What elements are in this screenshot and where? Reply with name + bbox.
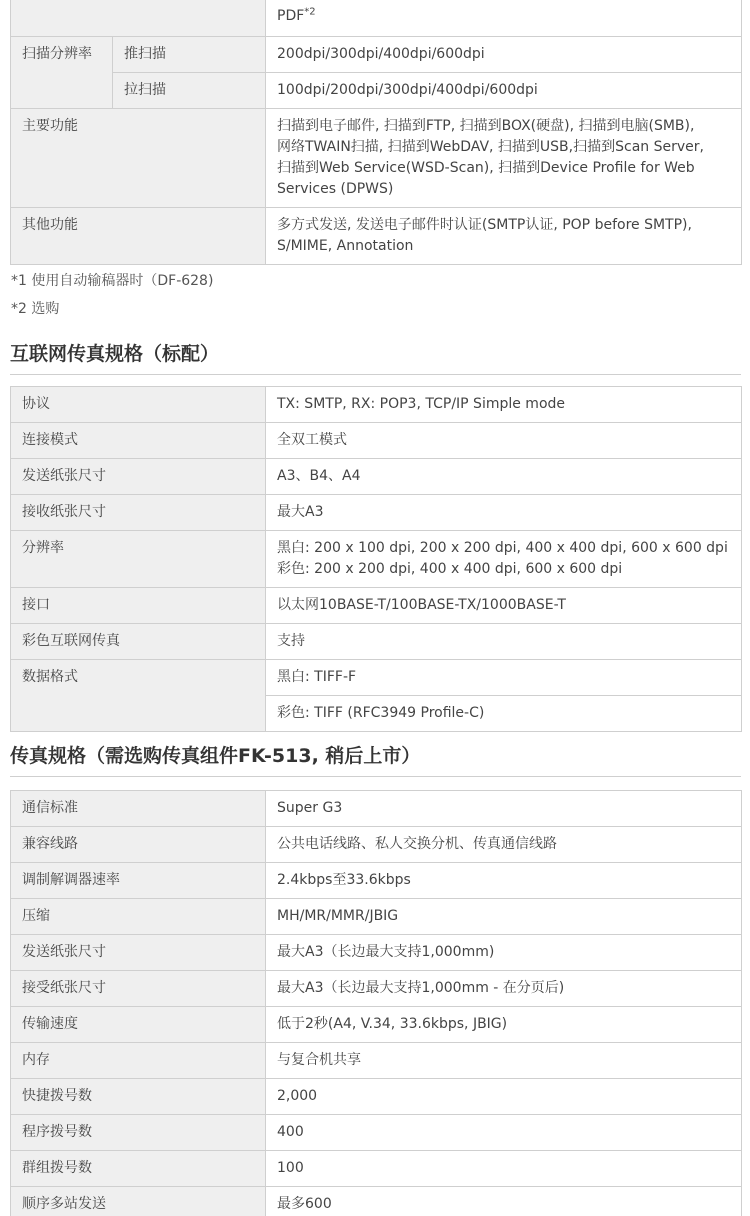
table-row bbox=[11, 660, 742, 696]
table-cell-label: 分辨率 bbox=[11, 531, 266, 588]
table-cell-label: 彩色互联网传真 bbox=[11, 624, 266, 660]
table-cell-label: 接口 bbox=[11, 588, 266, 624]
table-cell-label: 快捷拨号数 bbox=[11, 1079, 266, 1115]
table-cell-label: 发送纸张尺寸 bbox=[11, 935, 266, 971]
table-cell-value: MH/MR/MMR/JBIG bbox=[266, 899, 742, 935]
table-cell-label: 顺序多站发送 bbox=[11, 1187, 266, 1216]
table-cell-label: 程序拨号数 bbox=[11, 1115, 266, 1151]
table-cell-value: 低于2秒(A4, V.34, 33.6kbps, JBIG) bbox=[266, 1007, 742, 1043]
table-cell-label: 扫描分辨率 bbox=[11, 37, 113, 109]
table-cell-value: 黑白: 200 x 100 dpi, 200 x 200 dpi, 400 x 400 dpi, 600 x 600 dpi 彩色: 200 x 200 dpi, 400 x 400 dpi, 600 x 600 dpi bbox=[266, 531, 742, 588]
table-cell-label: 压缩 bbox=[11, 899, 266, 935]
footnote: *2 选购 bbox=[11, 301, 60, 317]
table-row bbox=[11, 624, 742, 660]
table-cell-value: 2.4kbps至33.6kbps bbox=[266, 863, 742, 899]
table-cell-value bbox=[266, 0, 742, 37]
table-cell-sublabel: 拉扫描 bbox=[113, 73, 266, 109]
table-row bbox=[11, 109, 742, 208]
table-cell-value: 最大A3（长边最大支持1,000mm) bbox=[266, 935, 742, 971]
table-row bbox=[11, 1151, 742, 1187]
table-cell-value: 最多600 bbox=[266, 1187, 742, 1216]
table-cell-label: 调制解调器速率 bbox=[11, 863, 266, 899]
table-row bbox=[11, 588, 742, 624]
table-row bbox=[11, 935, 742, 971]
table-row bbox=[11, 863, 742, 899]
table-row bbox=[11, 0, 742, 37]
table-cell-value: 100dpi/200dpi/300dpi/400dpi/600dpi bbox=[266, 73, 742, 109]
footnote-ref: *2 bbox=[304, 6, 316, 18]
table-row bbox=[11, 423, 742, 459]
table-row bbox=[11, 791, 742, 827]
table-cell-value: 200dpi/300dpi/400dpi/600dpi bbox=[266, 37, 742, 73]
table-cell-label: 内存 bbox=[11, 1043, 266, 1079]
table-cell-value: 扫描到电子邮件, 扫描到FTP, 扫描到BOX(硬盘), 扫描到电脑(SMB), 网络TWAIN扫描, 扫描到WebDAV, 扫描到USB,扫描到Scan Server, 扫描到Web Service(WSD-Scan), 扫描到Device Profile for Web Services (DPWS) bbox=[266, 109, 742, 208]
table-cell-value: 彩色: TIFF (RFC3949 Profile-C) bbox=[266, 696, 742, 732]
table-cell-label: 连接模式 bbox=[11, 423, 266, 459]
table-cell-label: 数据格式 bbox=[11, 660, 266, 732]
table-row bbox=[11, 1187, 742, 1216]
table-row bbox=[11, 971, 742, 1007]
table-cell-value: Super G3 bbox=[266, 791, 742, 827]
table-cell-value: 黑白: TIFF-F bbox=[266, 660, 742, 696]
section-heading: 传真规格（需选购传真组件FK-513, 稍后上市） bbox=[10, 741, 741, 777]
internet-fax-table bbox=[10, 386, 742, 732]
table-row bbox=[11, 827, 742, 863]
table-row bbox=[11, 899, 742, 935]
table-cell-label: 接收纸张尺寸 bbox=[11, 495, 266, 531]
table-cell-label: 接受纸张尺寸 bbox=[11, 971, 266, 1007]
table-cell-value: 最大A3 bbox=[266, 495, 742, 531]
table-cell-value: 以太网10BASE-T/100BASE-TX/1000BASE-T bbox=[266, 588, 742, 624]
table-cell-value: 支持 bbox=[266, 624, 742, 660]
table-cell-sublabel: 推扫描 bbox=[113, 37, 266, 73]
scan-spec-table bbox=[10, 0, 742, 265]
table-row bbox=[11, 531, 742, 588]
table-cell-label bbox=[11, 0, 266, 37]
table-cell-value: 最大A3（长边最大支持1,000mm - 在分页后) bbox=[266, 971, 742, 1007]
table-row bbox=[11, 387, 742, 423]
table-cell-value: 全双工模式 bbox=[266, 423, 742, 459]
table-row bbox=[11, 73, 742, 109]
table-cell-label: 兼容线路 bbox=[11, 827, 266, 863]
table-cell-value: 多方式发送, 发送电子邮件时认证(SMTP认证, POP before SMTP), S/MIME, Annotation bbox=[266, 208, 742, 265]
table-cell-label: 群组拨号数 bbox=[11, 1151, 266, 1187]
table-cell-value: 公共电话线路、私人交换分机、传真通信线路 bbox=[266, 827, 742, 863]
table-cell-label: 发送纸张尺寸 bbox=[11, 459, 266, 495]
table-row bbox=[11, 1115, 742, 1151]
table-cell-label: 协议 bbox=[11, 387, 266, 423]
table-cell-label: 传输速度 bbox=[11, 1007, 266, 1043]
fax-spec-table bbox=[10, 790, 742, 1216]
footnote: *1 使用自动输稿器时（DF-628) bbox=[11, 273, 214, 289]
table-row bbox=[11, 1007, 742, 1043]
table-cell-label: 主要功能 bbox=[11, 109, 266, 208]
table-row bbox=[11, 208, 742, 265]
table-cell-label: 其他功能 bbox=[11, 208, 266, 265]
table-cell-value: 100 bbox=[266, 1151, 742, 1187]
table-row bbox=[11, 37, 742, 73]
table-cell-value: 2,000 bbox=[266, 1079, 742, 1115]
table-cell-value: TX: SMTP, RX: POP3, TCP/IP Simple mode bbox=[266, 387, 742, 423]
table-cell-value: A3、B4、A4 bbox=[266, 459, 742, 495]
table-row bbox=[11, 1079, 742, 1115]
table-cell-value: 与复合机共享 bbox=[266, 1043, 742, 1079]
cut-value-text: PDF bbox=[277, 8, 305, 24]
table-row bbox=[11, 459, 742, 495]
table-cell-value: 400 bbox=[266, 1115, 742, 1151]
section-heading: 互联网传真规格（标配） bbox=[10, 339, 741, 375]
table-cell-label: 通信标准 bbox=[11, 791, 266, 827]
table-row bbox=[11, 495, 742, 531]
table-row bbox=[11, 1043, 742, 1079]
